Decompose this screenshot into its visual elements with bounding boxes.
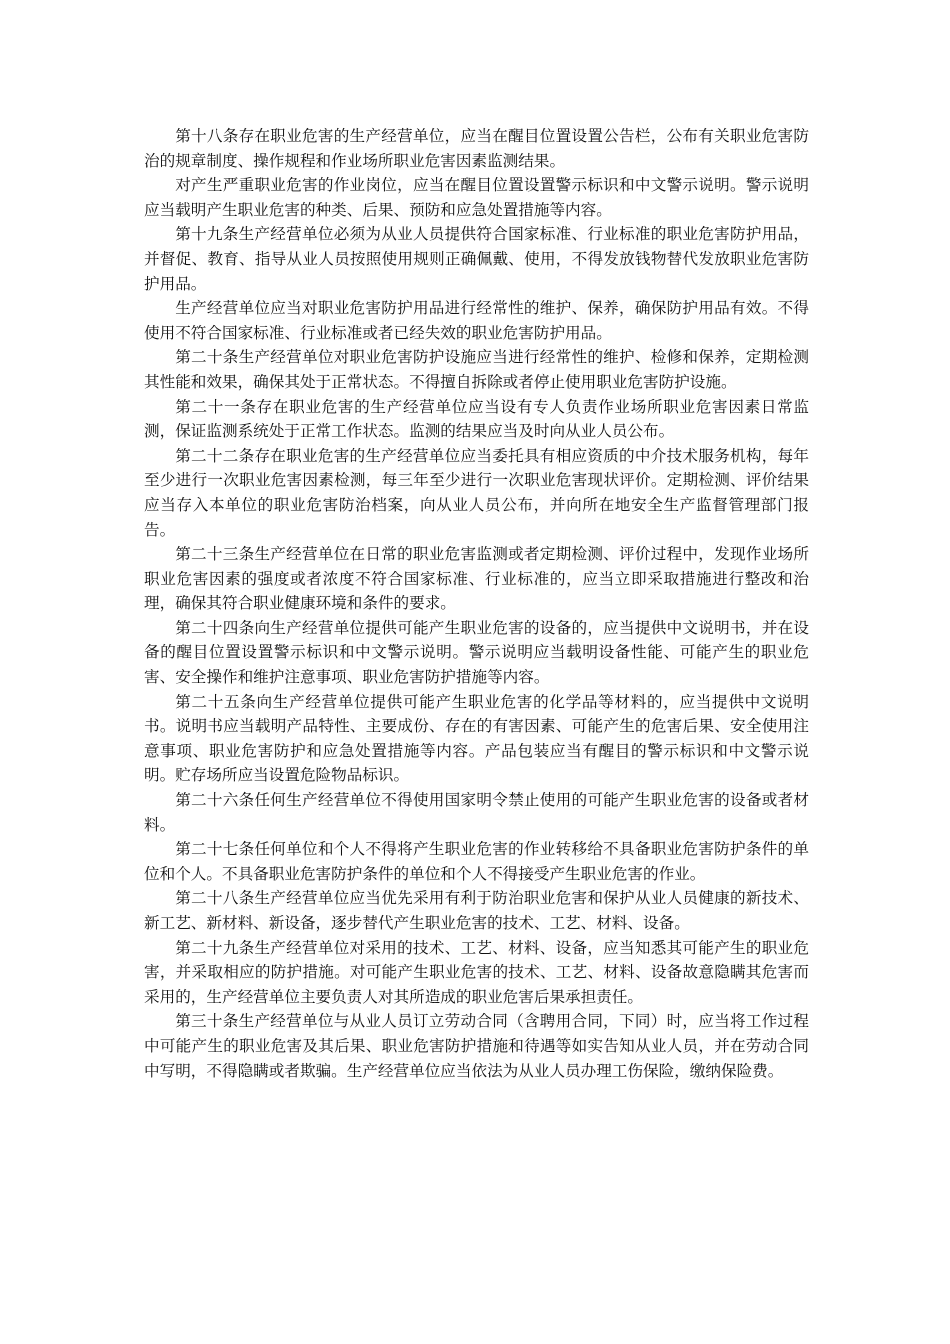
article-27-paragraph: 第二十七条任何单位和个人不得将产生职业危害的作业转移给不具备职业危害防护条件的单位和个人。不具备职业危害防护条件的单位和个人不得接受产生职业危害的作业。 [144,840,809,883]
article-30-paragraph: 第三十条生产经营单位与从业人员订立劳动合同（含聘用合同，下同）时，应当将工作过程中可能产生的职业危害及其后果、职业危害防护措施和待遇等如实告知从业人员，并在劳动合同中写明，不得隐瞒或者欺骗。生产经营单位应当依法为从业人员办理工伤保险，缴纳保险费。 [144,1012,809,1080]
article-19-paragraph: 第十九条生产经营单位必须为从业人员提供符合国家标准、行业标准的职业危害防护用品，并督促、教育、指导从业人员按照使用规则正确佩戴、使用，不得发放钱物替代发放职业危害防护用品。 [144,225,809,293]
article-28-paragraph: 第二十八条生产经营单位应当优先采用有利于防治职业危害和保护从业人员健康的新技术、新工艺、新材料、新设备，逐步替代产生职业危害的技术、工艺、材料、设备。 [144,889,809,932]
article-22-paragraph: 第二十二条存在职业危害的生产经营单位应当委托具有相应资质的中介技术服务机构，每年至少进行一次职业危害因素检测，每三年至少进行一次职业危害现状评价。定期检测、评价结果应当存入本单位的职业危害防治档案，向从业人员公布，并向所在地安全生产监督管理部门报告。 [144,446,809,539]
article-23-paragraph: 第二十三条生产经营单位在日常的职业危害监测或者定期检测、评价过程中，发现作业场所职业危害因素的强度或者浓度不符合国家标准、行业标准的，应当立即采取措施进行整改和治理，确保其符合职业健康环境和条件的要求。 [144,545,809,613]
article-24-paragraph: 第二十四条向生产经营单位提供可能产生职业危害的设备的，应当提供中文说明书，并在设备的醒目位置设置警示标识和中文警示说明。警示说明应当载明设备性能、可能产生的职业危害、安全操作和维护注意事项、职业危害防护措施等内容。 [144,618,809,687]
article-20-paragraph: 第二十条生产经营单位对职业危害防护设施应当进行经常性的维护、检修和保养，定期检测其性能和效果，确保其处于正常状态。不得擅自拆除或者停止使用职业危害防护设施。 [144,348,809,391]
article-25-paragraph: 第二十五条向生产经营单位提供可能产生职业危害的化学品等材料的，应当提供中文说明书。说明书应当载明产品特性、主要成份、存在的有害因素、可能产生的危害后果、安全使用注意事项、职业危害防护和应急处置措施等内容。产品包装应当有醒目的警示标识和中文警示说明。贮存场所应当设置危险物品标识。 [144,692,809,785]
article-29-paragraph: 第二十九条生产经营单位对采用的技术、工艺、材料、设备，应当知悉其可能产生的职业危害，并采取相应的防护措施。对可能产生职业危害的技术、工艺、材料、设备故意隐瞒其危害而采用的，生产经营单位主要负责人对其所造成的职业危害后果承担责任。 [144,938,809,1006]
article-18-warning-paragraph: 对产生严重职业危害的作业岗位，应当在醒目位置设置警示标识和中文警示说明。警示说明应当载明产生职业危害的种类、后果、预防和应急处置措施等内容。 [144,176,809,219]
document-body [144,124,809,1083]
article-18-paragraph: 第十八条存在职业危害的生产经营单位，应当在醒目位置设置公告栏，公布有关职业危害防治的规章制度、操作规程和作业场所职业危害因素监测结果。 [144,127,809,170]
article-19-maintenance-paragraph: 生产经营单位应当对职业危害防护用品进行经常性的维护、保养，确保防护用品有效。不得使用不符合国家标准、行业标准或者已经失效的职业危害防护用品。 [144,299,809,342]
article-21-paragraph: 第二十一条存在职业危害的生产经营单位应当设有专人负责作业场所职业危害因素日常监测，保证监测系统处于正常工作状态。监测的结果应当及时向从业人员公布。 [144,397,809,441]
article-26-paragraph: 第二十六条任何生产经营单位不得使用国家明令禁止使用的可能产生职业危害的设备或者材料。 [144,791,809,834]
